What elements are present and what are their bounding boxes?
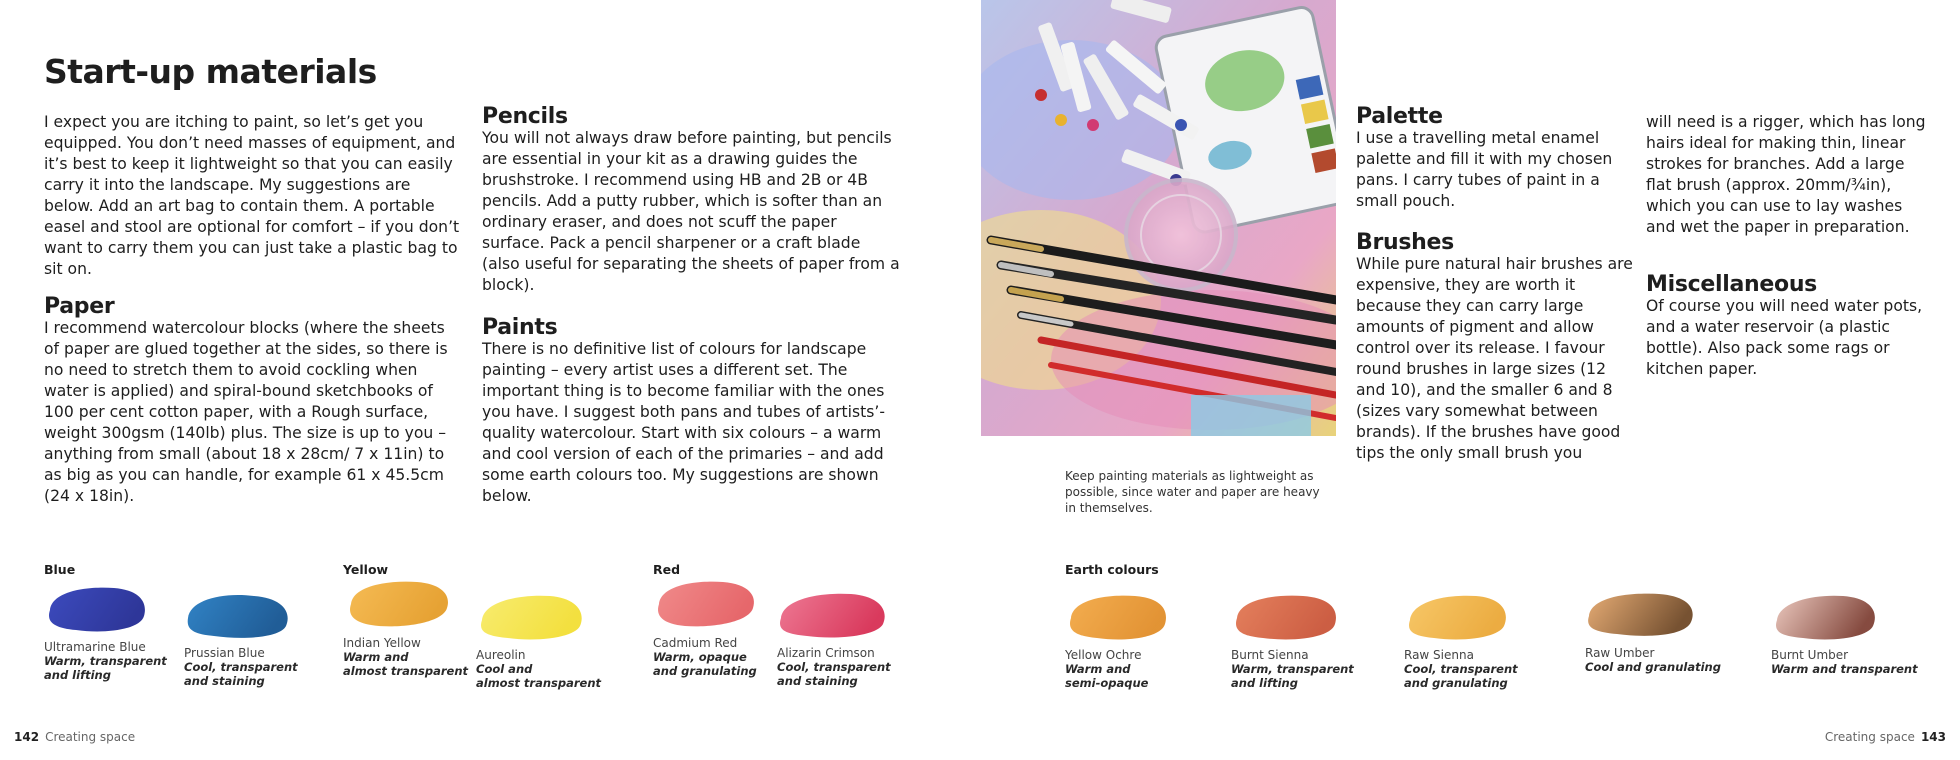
swatch-blob — [653, 578, 757, 632]
swatch-blob — [343, 578, 451, 632]
pencils-text: You will not always draw before painting, but pencils are essential in your kit as a drawing guides the brushstroke. I recommend using HB and 2B or 4B pencils. Add a putty rubber, which is softer than an ordinary eraser, and does not scuff the paper surface. Pack a pencil sharpener or a craft blade (also useful for separating the sheets of paper from a block). — [482, 129, 900, 294]
swatch-prussian-blue — [184, 588, 298, 688]
swatch-label-blue: Blue — [44, 562, 76, 577]
swatch-name: Yellow Ochre — [1065, 648, 1142, 662]
swatch-blob — [184, 588, 292, 642]
intro-paragraph: I expect you are itching to paint, so let’s get you equipped. You don’t need masses of equipment, and it’s best to keep it lightweight so that you can easily carry it into the landscape. My suggestions are below. Add an art bag to contain them. A portable easel and stool are optional for comfort – if you don’t want to carry them you can just take a plastic bag to sit on. — [44, 113, 460, 278]
swatch-name: Burnt Umber — [1771, 648, 1849, 662]
swatch-aureolin — [476, 590, 601, 690]
swatch-name: Raw Sienna — [1404, 648, 1474, 662]
swatch-name: Prussian Blue — [184, 646, 265, 660]
brushes-text: While pure natural hair brushes are expensive, they are worth it because they can carry large amounts of pigment and allow control over its release. I favour round brushes in large sizes (12 and 10), and the smaller 6 and 8 (sizes vary somewhat between brands). If the brushes have good tips the only small brush you — [1356, 255, 1633, 462]
swatch-label-red: Red — [653, 562, 681, 577]
swatch-desc: and lifting — [44, 668, 111, 682]
materials-photo-illustration — [981, 0, 1336, 436]
swatch-blob — [777, 588, 889, 642]
pencils-heading: Pencils — [482, 104, 568, 129]
palette-text: I use a travelling metal enamel palette and fill it with my chosen pans. I carry tubes of paint in a small pouch. — [1356, 129, 1613, 210]
swatch-blob — [1404, 590, 1510, 644]
swatch-desc: Cool and granulating — [1585, 660, 1721, 674]
palette-section — [1356, 106, 1634, 212]
swatch-raw-umber — [1585, 588, 1721, 674]
swatch-desc: Cool, transparent — [184, 660, 298, 674]
swatch-name: Ultramarine Blue — [44, 640, 146, 654]
swatch-desc: Cool, transparent — [1404, 662, 1518, 676]
swatch-desc: Warm and — [343, 650, 409, 664]
swatch-desc: Warm and — [1065, 662, 1131, 676]
misc-text: Of course you will need water pots, and a water reservoir (a plastic bottle). Also pack some rags or kitchen paper. — [1646, 297, 1923, 378]
page-title: Start-up materials — [44, 52, 377, 91]
photo-caption: Keep painting materials as lightweight as possible, since water and paper are heavy in themselves. — [1065, 469, 1320, 515]
paper-text: I recommend watercolour blocks (where the sheets of paper are glued together at the sides, so there is no need to stretch them to avoid cockling when water is applied) and spiral-bound sketchbooks of 100 per cent cotton paper, with a Rough surface, weight 300gsm (140lb) plus. The size is up to you – anything from small (about 18 x 28cm/ 7 x 11in) to as big as you can handle, for example 61 x 45.5cm (24 x 18in). — [44, 319, 448, 505]
paints-heading: Paints — [482, 315, 558, 340]
swatch-desc: almost transparent — [476, 676, 602, 690]
swatch-blob — [476, 590, 586, 644]
swatch-blob — [1065, 590, 1169, 644]
footer-left — [8, 730, 135, 744]
pencils-section — [482, 106, 902, 296]
swatch-desc: and granulating — [653, 664, 757, 678]
page-number-right: 143 — [1920, 730, 1946, 744]
swatch-desc: almost transparent — [343, 664, 469, 678]
section-label-right: Creating space — [1824, 730, 1915, 744]
brushes-section — [1356, 232, 1634, 464]
swatch-blob — [1585, 588, 1697, 642]
paints-section — [482, 317, 902, 507]
swatch-name: Alizarin Crimson — [777, 646, 875, 660]
swatch-desc: Cool, transparent — [777, 660, 891, 674]
swatch-desc: Warm, opaque — [653, 650, 747, 664]
swatch-cadmium-red — [653, 578, 757, 678]
footer-right — [1825, 730, 1952, 744]
swatch-desc: semi-opaque — [1065, 676, 1149, 690]
materials-photo — [981, 0, 1336, 436]
swatch-desc: Warm, transparent — [1231, 662, 1354, 676]
swatch-name: Cadmium Red — [653, 636, 738, 650]
swatch-label-earth: Earth colours — [1065, 562, 1159, 577]
paper-heading: Paper — [44, 294, 115, 319]
swatch-name: Burnt Sienna — [1231, 648, 1309, 662]
section-label-left: Creating space — [45, 730, 136, 744]
misc-heading: Miscellaneous — [1646, 272, 1817, 297]
swatch-desc: and staining — [184, 674, 265, 688]
swatch-indian-yellow — [343, 578, 468, 678]
swatch-blob — [1771, 590, 1879, 644]
swatch-raw-sienna — [1404, 590, 1518, 690]
swatch-label-yellow: Yellow — [343, 562, 389, 577]
swatch-alizarin-crimson — [777, 588, 891, 688]
swatch-desc: and staining — [777, 674, 858, 688]
swatch-burnt-sienna — [1231, 590, 1354, 690]
swatch-yellow-ochre — [1065, 590, 1169, 690]
paints-text: There is no definitive list of colours for landscape painting – every artist uses a different set. The important thing is to become familiar with the ones you have. I suggest both pans and tubes of artists’-quality watercolour. Start with six colours – a warm and cool version of each of the primaries – and add some earth colours too. My suggestions are shown below. — [482, 340, 885, 505]
brushes-heading: Brushes — [1356, 230, 1454, 255]
page-number-left: 142 — [14, 730, 40, 744]
swatch-desc: Warm and transparent — [1771, 662, 1918, 676]
swatch-desc: Cool and — [476, 662, 533, 676]
swatch-desc: and granulating — [1404, 676, 1508, 690]
swatch-desc: and lifting — [1231, 676, 1298, 690]
swatch-desc: Warm, transparent — [44, 654, 167, 668]
swatch-burnt-umber — [1771, 590, 1918, 676]
paper-section — [44, 296, 464, 507]
swatch-blob — [44, 582, 148, 636]
intro-column — [44, 112, 464, 280]
swatch-name: Indian Yellow — [343, 636, 421, 650]
swatch-blob — [1231, 590, 1339, 644]
palette-heading: Palette — [1356, 104, 1443, 129]
swatch-ultramarine-blue — [44, 582, 167, 682]
brushes-continued — [1646, 112, 1926, 238]
swatch-name: Raw Umber — [1585, 646, 1655, 660]
swatch-name: Aureolin — [476, 648, 526, 662]
brushes-text-continued: will need is a rigger, which has long hairs ideal for making thin, linear strokes for branches. Add a large flat brush (approx. 20mm/¾in), which you can use to lay washes and wet the paper in preparation. — [1646, 113, 1926, 236]
misc-section — [1646, 274, 1926, 380]
